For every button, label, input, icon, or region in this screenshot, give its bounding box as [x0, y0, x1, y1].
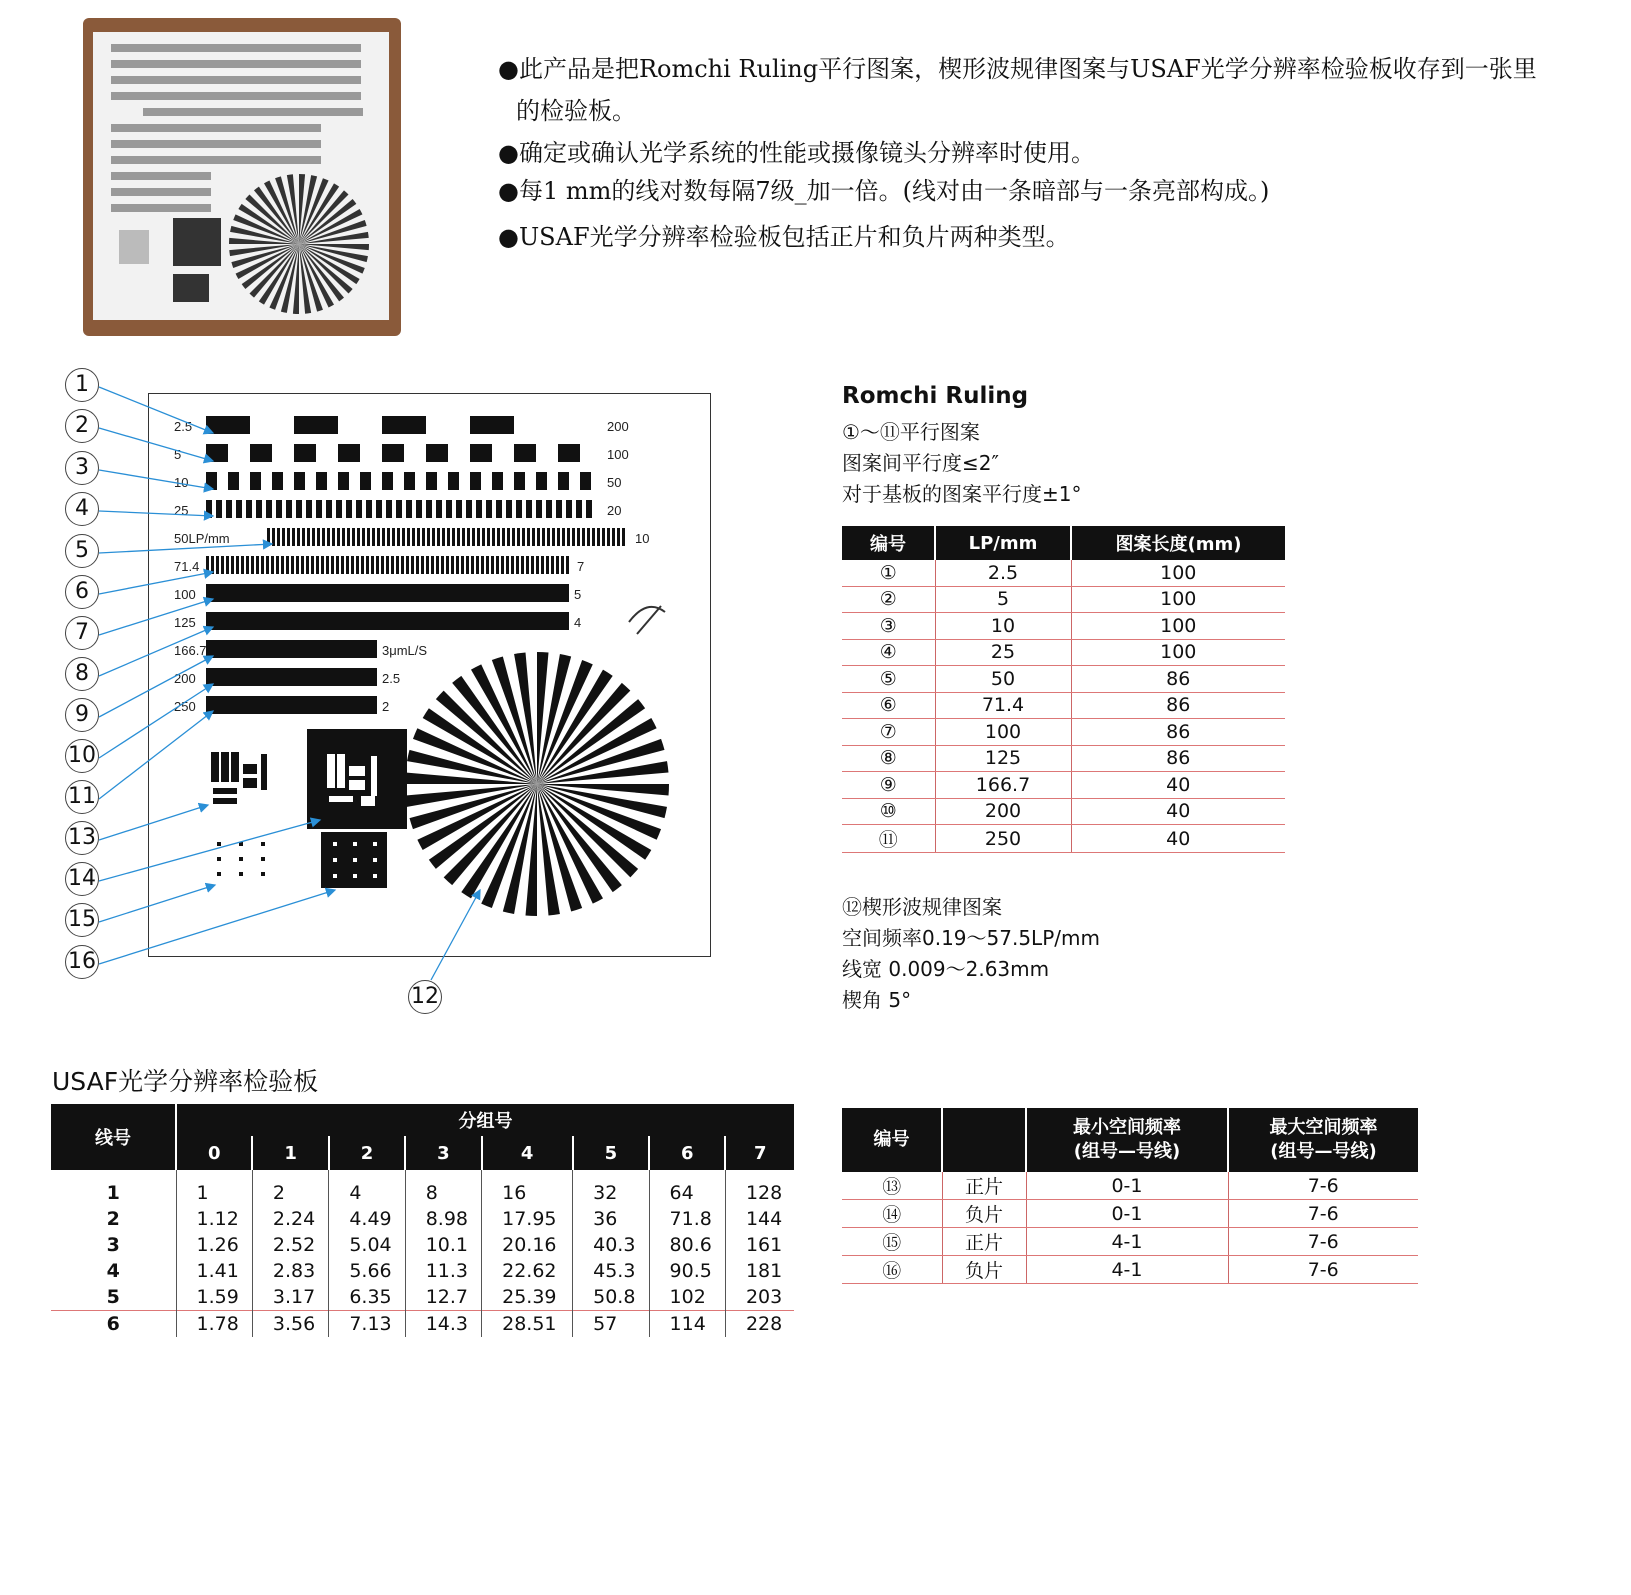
- callout-arrow: [99, 470, 213, 489]
- usaf-cell: 22.62: [482, 1258, 573, 1284]
- usaf-cell: 12.7: [405, 1284, 481, 1311]
- romchi-row: [842, 798, 1285, 825]
- usaf-cell: 161: [725, 1232, 794, 1258]
- romchi-cell-lp: 100: [935, 719, 1071, 746]
- usaf-line-number: 2: [106, 1208, 120, 1230]
- freq-header-max: [1228, 1108, 1418, 1172]
- romchi-cell-length: 86: [1071, 692, 1285, 719]
- romchi-header-no: 编号: [842, 526, 935, 560]
- ruling-left-label: 5: [174, 447, 182, 462]
- usaf-line-number: 5: [106, 1286, 120, 1308]
- romchi-cell-no: ②: [842, 586, 935, 613]
- usaf-cell: 5.66: [329, 1258, 405, 1284]
- usaf-cell: 64: [649, 1170, 725, 1206]
- usaf-cell: 20.16: [482, 1232, 573, 1258]
- usaf-line-number: 1: [106, 1182, 120, 1204]
- romchi-row: [842, 586, 1285, 613]
- freq-cell-min: 4-1: [1026, 1256, 1228, 1284]
- callout-4: 4: [65, 492, 99, 526]
- freq-header-min: [1026, 1108, 1228, 1172]
- romchi-cell-length: 100: [1071, 560, 1285, 586]
- usaf-cell: 1.78: [176, 1311, 252, 1338]
- callout-arrow: [99, 572, 213, 594]
- freq-header-min-2: (组号—号线): [1073, 1141, 1181, 1162]
- usaf-line-number: 6: [51, 1311, 176, 1338]
- callout-10: 10: [65, 739, 99, 773]
- callout-16: 16: [65, 945, 99, 979]
- usaf-cell: 128: [725, 1170, 794, 1206]
- usaf-group-4: 4: [482, 1136, 573, 1170]
- romchi-cell-no: ⑦: [842, 719, 935, 746]
- romchi-cell-no: ⑪: [842, 825, 935, 853]
- romchi-cell-length: 40: [1071, 772, 1285, 799]
- usaf-group-2: 2: [329, 1136, 405, 1170]
- romchi-cell-no: ⑩: [842, 798, 935, 825]
- ruling-right-label: 100: [607, 447, 629, 462]
- romchi-cell-no: ③: [842, 613, 935, 640]
- callout-arrow: [431, 890, 480, 980]
- usaf-cell: 181: [725, 1258, 794, 1284]
- frequency-table: [842, 1108, 1418, 1284]
- usaf-line-number: 3: [106, 1234, 120, 1256]
- romchi-row: [842, 613, 1285, 640]
- usaf-cell: 1: [176, 1170, 252, 1206]
- usaf-cell: 144: [725, 1206, 794, 1232]
- romchi-line-3: 对于基板的图案平行度±1°: [842, 482, 1082, 506]
- ruling-left-label: 166.7: [174, 643, 207, 658]
- romchi-row: [842, 825, 1285, 853]
- usaf-cell: 7.13: [329, 1311, 405, 1338]
- usaf-cell: 203: [725, 1284, 794, 1311]
- freq-cell-min: 0-1: [1026, 1200, 1228, 1228]
- usaf-cell: 36: [573, 1206, 649, 1232]
- usaf-header-group: 分组号: [176, 1104, 794, 1136]
- usaf-cell: 4: [329, 1170, 405, 1206]
- romchi-cell-length: 86: [1071, 719, 1285, 746]
- callout-arrow: [99, 890, 335, 964]
- callout-14: 14: [65, 862, 99, 896]
- callout-arrow: [99, 428, 213, 461]
- callout-3: 3: [65, 451, 99, 485]
- freq-cell-no: ⑭: [842, 1200, 942, 1228]
- usaf-cell: 16: [482, 1170, 573, 1206]
- callout-arrow: [99, 684, 213, 758]
- freq-row: [842, 1172, 1418, 1200]
- romchi-line-1: ①～⑪平行图案: [842, 420, 980, 444]
- callout-arrow: [99, 656, 213, 717]
- ruling-left-label: 50LP/mm: [174, 531, 230, 546]
- usaf-group-6: 6: [649, 1136, 725, 1170]
- usaf-row: [51, 1311, 794, 1338]
- callout-11: 11: [65, 780, 99, 814]
- callout-12: 12: [408, 980, 442, 1014]
- usaf-row: [51, 1284, 794, 1311]
- bullet-1-cont: 的检验板。: [516, 97, 636, 125]
- freq-cell-no: ⑯: [842, 1256, 942, 1284]
- romchi-cell-no: ①: [842, 560, 935, 586]
- callout-13: 13: [65, 821, 99, 855]
- freq-cell-type: 正片: [942, 1228, 1026, 1256]
- usaf-cell: 2.24: [252, 1206, 328, 1232]
- romchi-cell-lp: 166.7: [935, 772, 1071, 799]
- usaf-cell: 102: [649, 1284, 725, 1311]
- usaf-line-number: 4: [106, 1260, 120, 1282]
- ruling-left-label: 100: [174, 587, 196, 602]
- usaf-cell: 40.3: [573, 1232, 649, 1258]
- romchi-cell-no: ⑥: [842, 692, 935, 719]
- freq-cell-no: ⑬: [842, 1172, 942, 1200]
- romchi-line-2: 图案间平行度≤2″: [842, 451, 999, 475]
- callout-arrow: [99, 885, 215, 922]
- freq-row: [842, 1256, 1418, 1284]
- freq-row: [842, 1200, 1418, 1228]
- romchi-cell-length: 40: [1071, 825, 1285, 853]
- ruling-left-label: 2.5: [174, 419, 193, 434]
- usaf-group-1: 1: [252, 1136, 328, 1170]
- wedge-line-2: 空间频率0.19～57.5LP/mm: [842, 926, 1100, 950]
- ruling-right-label: 2: [382, 699, 390, 714]
- romchi-cell-lp: 71.4: [935, 692, 1071, 719]
- freq-cell-max: 7-6: [1228, 1228, 1418, 1256]
- usaf-cell: 25.39: [482, 1284, 573, 1311]
- romchi-cell-no: ⑤: [842, 666, 935, 693]
- romchi-title: Romchi Ruling: [842, 383, 1029, 409]
- callout-1: 1: [65, 368, 99, 402]
- usaf-row: [51, 1206, 794, 1232]
- bullet-4: ●USAF光学分辨率检验板包括正片和负片两种类型。: [498, 223, 1070, 251]
- romchi-cell-lp: 2.5: [935, 560, 1071, 586]
- usaf-cell: 17.95: [482, 1206, 573, 1232]
- callout-6: 6: [65, 575, 99, 609]
- romchi-cell-length: 86: [1071, 745, 1285, 772]
- usaf-cell: 71.8: [649, 1206, 725, 1232]
- romchi-cell-lp: 25: [935, 639, 1071, 666]
- romchi-cell-length: 40: [1071, 798, 1285, 825]
- ruling-left-label: 25: [174, 503, 189, 518]
- usaf-header-line: 线号: [51, 1104, 176, 1170]
- freq-cell-type: 正片: [942, 1172, 1026, 1200]
- usaf-cell: 57: [573, 1311, 649, 1338]
- freq-cell-min: 0-1: [1026, 1172, 1228, 1200]
- romchi-header-lp: LP/mm: [935, 526, 1071, 560]
- bullet-2: ●确定或确认光学系统的性能或摄像镜头分辨率时使用。: [498, 139, 1095, 167]
- usaf-row: [51, 1232, 794, 1258]
- romchi-cell-lp: 125: [935, 745, 1071, 772]
- usaf-row: [51, 1170, 794, 1206]
- romchi-row: [842, 639, 1285, 666]
- ruling-left-label: 71.4: [174, 559, 200, 574]
- romchi-cell-no: ④: [842, 639, 935, 666]
- ruling-right-label: 2.5: [382, 671, 401, 686]
- usaf-cell: 228: [725, 1311, 794, 1338]
- freq-cell-no: ⑮: [842, 1228, 942, 1256]
- ruling-left-label: 200: [174, 671, 196, 686]
- freq-header-type: [942, 1108, 1026, 1172]
- usaf-group-3: 3: [405, 1136, 481, 1170]
- ruling-right-label: 50: [607, 475, 622, 490]
- freq-header-max-1: 最大空间频率: [1269, 1117, 1378, 1138]
- freq-cell-type: 负片: [942, 1200, 1026, 1228]
- usaf-title: USAF光学分辨率检验板: [52, 1067, 319, 1096]
- freq-cell-type: 负片: [942, 1256, 1026, 1284]
- romchi-cell-lp: 5: [935, 586, 1071, 613]
- usaf-cell: 28.51: [482, 1311, 573, 1338]
- romchi-row: [842, 560, 1285, 586]
- usaf-cell: 6.35: [329, 1284, 405, 1311]
- usaf-cell: 2.52: [252, 1232, 328, 1258]
- callout-5: 5: [65, 534, 99, 568]
- romchi-cell-lp: 50: [935, 666, 1071, 693]
- romchi-cell-lp: 250: [935, 825, 1071, 853]
- usaf-cell: 8: [405, 1170, 481, 1206]
- usaf-group-5: 5: [573, 1136, 649, 1170]
- usaf-cell: 10.1: [405, 1232, 481, 1258]
- usaf-group-7: 7: [725, 1136, 794, 1170]
- romchi-cell-lp: 10: [935, 613, 1071, 640]
- freq-cell-max: 7-6: [1228, 1172, 1418, 1200]
- romchi-row: [842, 719, 1285, 746]
- usaf-cell: 32: [573, 1170, 649, 1206]
- freq-row: [842, 1228, 1418, 1256]
- ruling-right-label: 4: [574, 615, 582, 630]
- freq-header-min-1: 最小空间频率: [1073, 1117, 1181, 1138]
- usaf-cell: 14.3: [405, 1311, 481, 1338]
- ruling-left-label: 10: [174, 475, 189, 490]
- romchi-cell-no: ⑧: [842, 745, 935, 772]
- usaf-table: [51, 1104, 794, 1337]
- usaf-cell: 90.5: [649, 1258, 725, 1284]
- romchi-cell-lp: 200: [935, 798, 1071, 825]
- freq-cell-min: 4-1: [1026, 1228, 1228, 1256]
- usaf-cell: 114: [649, 1311, 725, 1338]
- usaf-cell: 1.59: [176, 1284, 252, 1311]
- romchi-row: [842, 692, 1285, 719]
- ruling-right-label: 7: [577, 559, 585, 574]
- usaf-cell: 3.56: [252, 1311, 328, 1338]
- callout-7: 7: [65, 616, 99, 650]
- ruling-right-label: 3μmL/S: [382, 643, 428, 658]
- romchi-header-length: 图案长度(mm): [1071, 526, 1285, 560]
- romchi-cell-length: 100: [1071, 639, 1285, 666]
- callout-arrow: [99, 599, 213, 635]
- romchi-row: [842, 745, 1285, 772]
- usaf-cell: 11.3: [405, 1258, 481, 1284]
- ruling-right-label: 10: [635, 531, 650, 546]
- wedge-line-3: 线宽 0.009～2.63mm: [842, 957, 1050, 981]
- ruling-right-label: 5: [574, 587, 582, 602]
- usaf-cell: 1.26: [176, 1232, 252, 1258]
- romchi-cell-length: 86: [1071, 666, 1285, 693]
- freq-header-no: 编号: [842, 1108, 942, 1172]
- callout-arrow: [99, 511, 213, 516]
- ruling-right-label: 20: [607, 503, 622, 518]
- usaf-cell: 3.17: [252, 1284, 328, 1311]
- callout-2: 2: [65, 409, 99, 443]
- callout-arrow: [99, 387, 213, 433]
- usaf-cell: 4.49: [329, 1206, 405, 1232]
- usaf-cell: 50.8: [573, 1284, 649, 1311]
- romchi-table: [842, 526, 1285, 853]
- usaf-cell: 80.6: [649, 1232, 725, 1258]
- wedge-line-4: 楔角 5°: [842, 988, 912, 1012]
- romchi-row: [842, 772, 1285, 799]
- callout-9: 9: [65, 698, 99, 732]
- callout-8: 8: [65, 657, 99, 691]
- romchi-row: [842, 666, 1285, 693]
- callout-arrow: [99, 805, 208, 840]
- usaf-cell: 45.3: [573, 1258, 649, 1284]
- ruling-right-label: 200: [607, 419, 629, 434]
- callout-arrow: [99, 627, 213, 676]
- callout-arrows: [0, 0, 760, 1020]
- bullet-1: ●此产品是把Romchi Ruling平行图案，楔形波规律图案与USAF光学分辨率检验板收存到一张里: [498, 55, 1537, 83]
- usaf-cell: 5.04: [329, 1232, 405, 1258]
- romchi-cell-length: 100: [1071, 613, 1285, 640]
- bullet-3: ●每1 mm的线对数每隔7级_加一倍。(线对由一条暗部与一条亮部构成。): [498, 177, 1270, 205]
- freq-header-max-2: (组号—号线): [1270, 1141, 1377, 1162]
- usaf-cell: 1.41: [176, 1258, 252, 1284]
- callout-arrow: [99, 711, 213, 799]
- usaf-cell: 8.98: [405, 1206, 481, 1232]
- freq-cell-max: 7-6: [1228, 1200, 1418, 1228]
- wedge-line-1: ⑫楔形波规律图案: [842, 895, 1002, 919]
- usaf-row: [51, 1258, 794, 1284]
- callout-15: 15: [65, 903, 99, 937]
- freq-cell-max: 7-6: [1228, 1256, 1418, 1284]
- usaf-cell: 2.83: [252, 1258, 328, 1284]
- usaf-group-0: 0: [176, 1136, 252, 1170]
- callout-arrow: [99, 544, 272, 553]
- usaf-cell: 1.12: [176, 1206, 252, 1232]
- romchi-cell-length: 100: [1071, 586, 1285, 613]
- ruling-left-label: 125: [174, 615, 196, 630]
- romchi-cell-no: ⑨: [842, 772, 935, 799]
- usaf-cell: 2: [252, 1170, 328, 1206]
- ruling-left-label: 250: [174, 699, 196, 714]
